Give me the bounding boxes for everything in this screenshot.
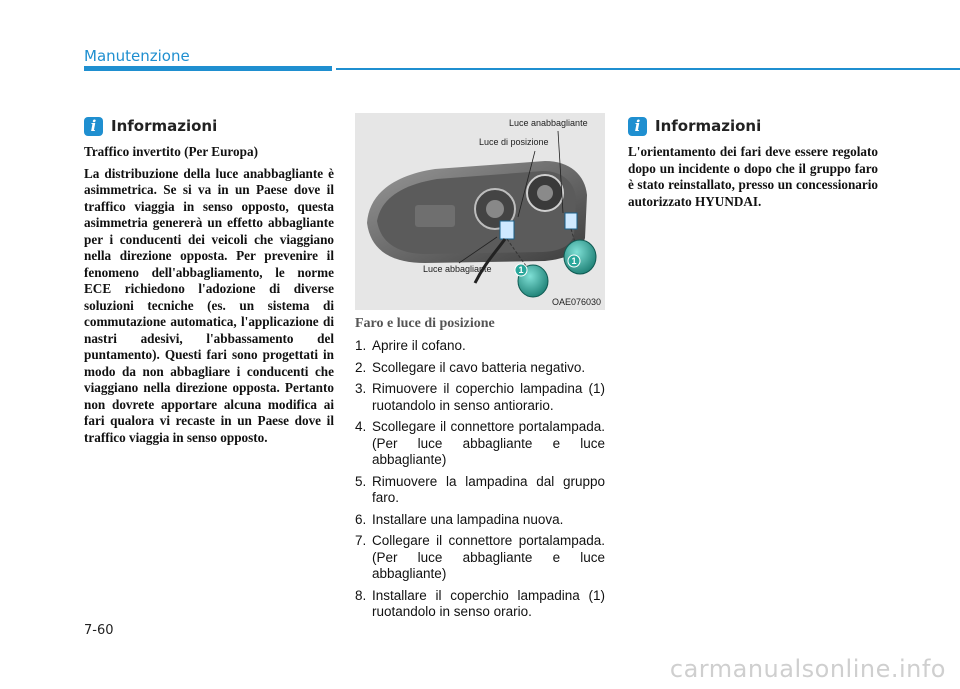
header-rule-thin	[336, 68, 960, 70]
header-rule-thick	[84, 66, 332, 71]
procedure-steps	[355, 338, 605, 621]
procedure-title: Faro e luce di posizione	[355, 316, 495, 331]
page-number: 7-60	[84, 623, 114, 638]
info-header-left	[84, 114, 334, 138]
info-icon: i	[628, 117, 647, 136]
callout-1b: 1	[571, 256, 577, 266]
info-header-right	[628, 114, 878, 138]
info-subtitle-left: Traffico invertito (Per Europa)	[84, 144, 258, 159]
list-item: 2. Scollegare il cavo batteria negativo.	[355, 359, 586, 375]
list-item: 7. Collegare il connettore portalampada. (Per luce abbagliante e luce abbagliante)	[355, 533, 605, 581]
callout-1a: 1	[518, 265, 524, 275]
label-high-beam: Luce abbagliante	[423, 264, 492, 274]
list-item: 4. Scollegare il connettore portalampada. (Per luce abbagliante e luce abbagliante)	[355, 419, 605, 467]
info-title-left: Informazioni	[111, 117, 218, 135]
section-title: Manutenzione	[84, 47, 190, 65]
info-box-left	[84, 114, 334, 446]
info-box-right	[628, 114, 878, 210]
headlamp-figure	[355, 113, 605, 310]
procedure-section	[355, 316, 605, 626]
figure-code: OAE076030	[551, 297, 601, 307]
info-body-right: L'orientamento dei fari deve essere regolato dopo un incidente o dopo che il gruppo faro è stato reinstallato, presso un concessionario autorizzato HYUNDAI.	[628, 144, 878, 209]
info-title-right: Informazioni	[655, 117, 762, 135]
watermark: carmanualsonline.info	[669, 655, 946, 683]
info-body-left: La distribuzione della luce anabbagliante è asimmetrica. Se si va in un Paese dove il traffico viaggia in senso opposto, questa asimmetria genererà un effetto abbagliante per i conducenti dei veicoli che viaggiano nella direzione opposta. Per prevenire il fenomeno dell'abbagliamento, le norme ECE richiedono l'adozione di diverse soluzioni tecniche (es. un sistema di commutazione automatica, l'applicazione di nastri adesivi, l'abbassamento del puntamento). Questi fari sono progettati in modo da non abbagliare i conducenti che viaggiano nella direzione opposta. Pertanto non dovrete apportare alcuna modifica ai fari qualora vi recaste in un Paese dove il traffico viaggia in senso opposto.	[84, 165, 334, 445]
info-icon: i	[84, 117, 103, 136]
list-item: 8. Installare il coperchio lampadina (1) ruotandolo in senso orario.	[355, 587, 605, 619]
list-item: 3. Rimuovere il coperchio lampadina (1) ruotandolo in senso antiorario.	[355, 381, 605, 413]
label-low-beam: Luce anabbagliante	[509, 118, 588, 128]
list-item: 1. Aprire il cofano.	[355, 338, 466, 353]
list-item: 5. Rimuovere la lampadina dal gruppo faro.	[355, 473, 605, 505]
label-position-light: Luce di posizione	[479, 137, 549, 147]
list-item: 6. Installare una lampadina nuova.	[355, 511, 564, 527]
